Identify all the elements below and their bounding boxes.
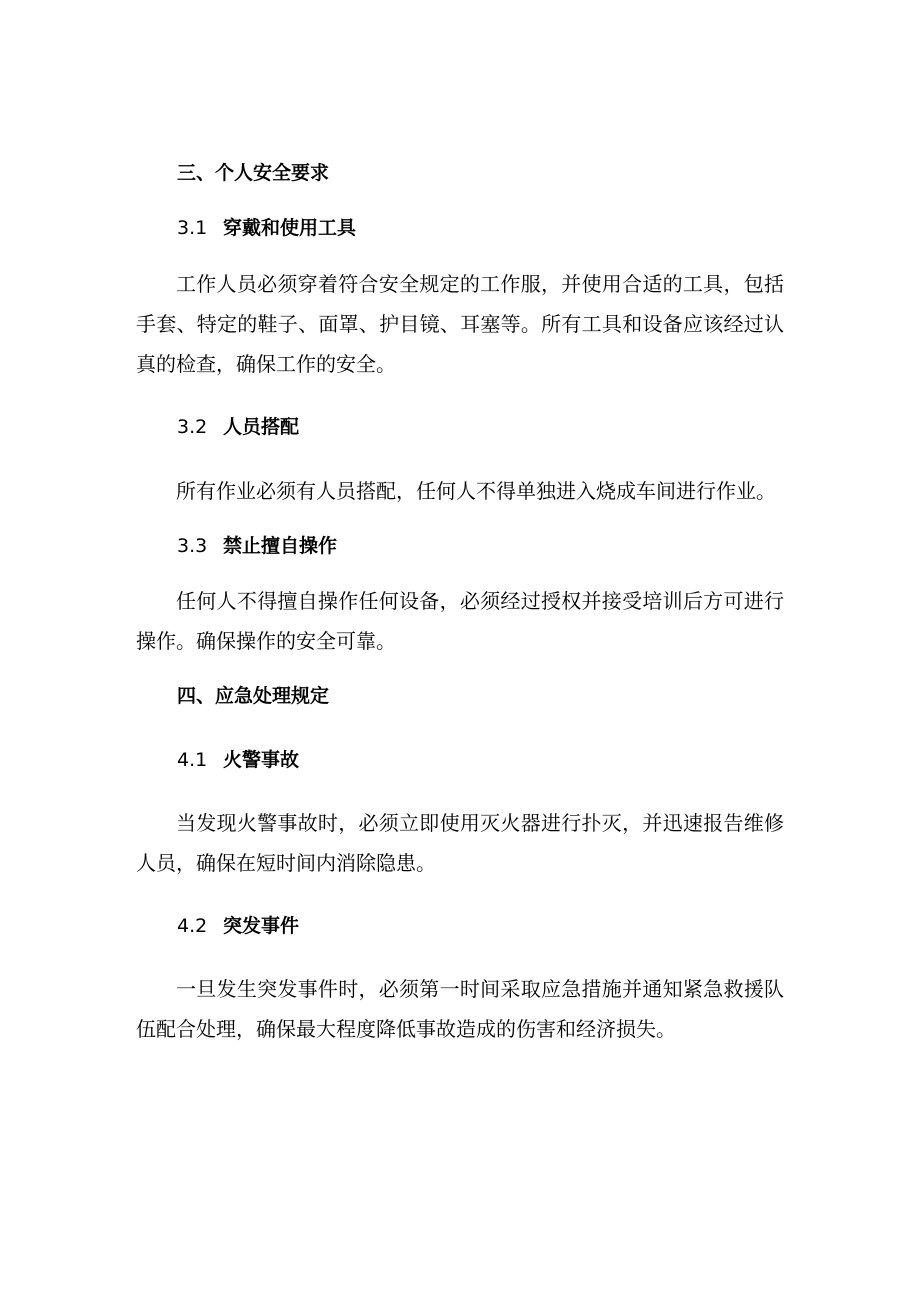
- subsection-number: 3.1: [177, 217, 208, 239]
- subsection-3-2-heading: [177, 415, 299, 439]
- subsection-4-2-heading: [177, 914, 299, 938]
- paragraph-3-3: 任何人不得擅自操作任何设备，必须经过授权并接受培训后方可进行操作。确保操作的安全可靠。: [136, 589, 784, 653]
- subsection-4-1-heading: [177, 748, 299, 772]
- subsection-3-3-heading: [177, 534, 337, 558]
- section-3-heading: 三、个人安全要求: [177, 162, 330, 184]
- paragraph-3-2: 所有作业必须有人员搭配，任何人不得单独进入烧成车间进行作业。: [176, 479, 776, 503]
- subsection-title: 突发事件: [223, 915, 300, 937]
- subsection-number: 4.2: [177, 915, 208, 937]
- subsection-title: 穿戴和使用工具: [223, 217, 357, 239]
- subsection-3-1-heading: [177, 216, 356, 240]
- paragraph-4-2: 一旦发生突发事件时，必须第一时间采取应急措施并通知紧急救援队伍配合处理，确保最大程度降低事故造成的伤害和经济损失。: [136, 977, 784, 1041]
- subsection-title: 禁止擅自操作: [223, 535, 338, 557]
- paragraph-3-1: 工作人员必须穿着符合安全规定的工作服，并使用合适的工具，包括手套、特定的鞋子、面罩、护目镜、耳塞等。所有工具和设备应该经过认真的检查，确保工作的安全。: [136, 272, 784, 376]
- paragraph-4-1: 当发现火警事故时，必须立即使用灭火器进行扑灭，并迅速报告维修人员，确保在短时间内消除隐患。: [136, 811, 784, 875]
- subsection-title: 人员搭配: [223, 416, 300, 438]
- subsection-number: 3.3: [177, 535, 208, 557]
- subsection-number: 3.2: [177, 416, 208, 438]
- section-4-heading: 四、应急处理规定: [177, 685, 330, 707]
- subsection-number: 4.1: [177, 749, 208, 771]
- subsection-title: 火警事故: [223, 749, 300, 771]
